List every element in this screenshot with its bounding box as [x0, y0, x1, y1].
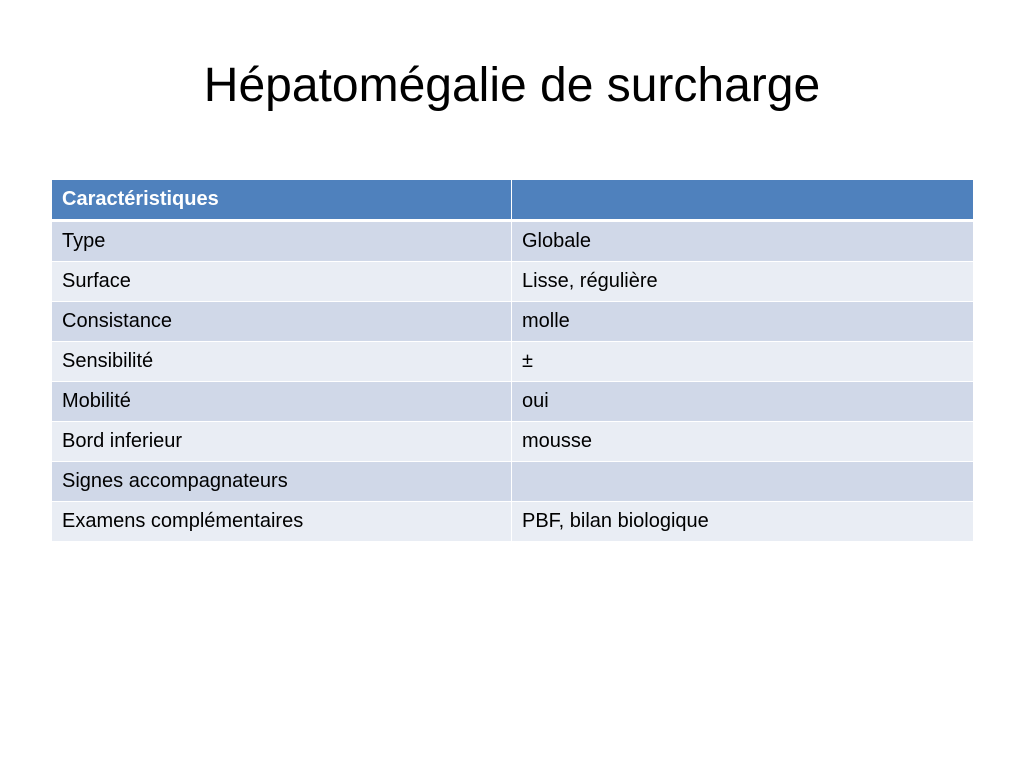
row-value: Lisse, régulière: [512, 262, 974, 302]
row-label: Consistance: [52, 302, 512, 342]
row-label: Bord inferieur: [52, 422, 512, 462]
header-cell-value: [512, 180, 974, 221]
row-label: Surface: [52, 262, 512, 302]
row-label: Type: [52, 221, 512, 262]
table-row: [52, 462, 974, 502]
table-row: [52, 221, 974, 262]
table-row: [52, 422, 974, 462]
row-value: Globale: [512, 221, 974, 262]
row-label: Examens complémentaires: [52, 502, 512, 542]
table-row: [52, 382, 974, 422]
row-label: Sensibilité: [52, 342, 512, 382]
table-header-row: [52, 180, 974, 221]
table-row: [52, 262, 974, 302]
table-row: [52, 342, 974, 382]
table-container: [51, 179, 973, 542]
row-label: Mobilité: [52, 382, 512, 422]
row-label: Signes accompagnateurs: [52, 462, 512, 502]
row-value: mousse: [512, 422, 974, 462]
slide-title: Hépatomégalie de surcharge: [203, 59, 821, 112]
row-value: oui: [512, 382, 974, 422]
row-value: PBF, bilan biologique: [512, 502, 974, 542]
table-row: [52, 502, 974, 542]
characteristics-table: [51, 179, 974, 542]
row-value: molle: [512, 302, 974, 342]
row-value: [512, 462, 974, 502]
table-row: [52, 302, 974, 342]
row-value: ±: [512, 342, 974, 382]
header-cell-characteristics: Caractéristiques: [52, 180, 512, 221]
